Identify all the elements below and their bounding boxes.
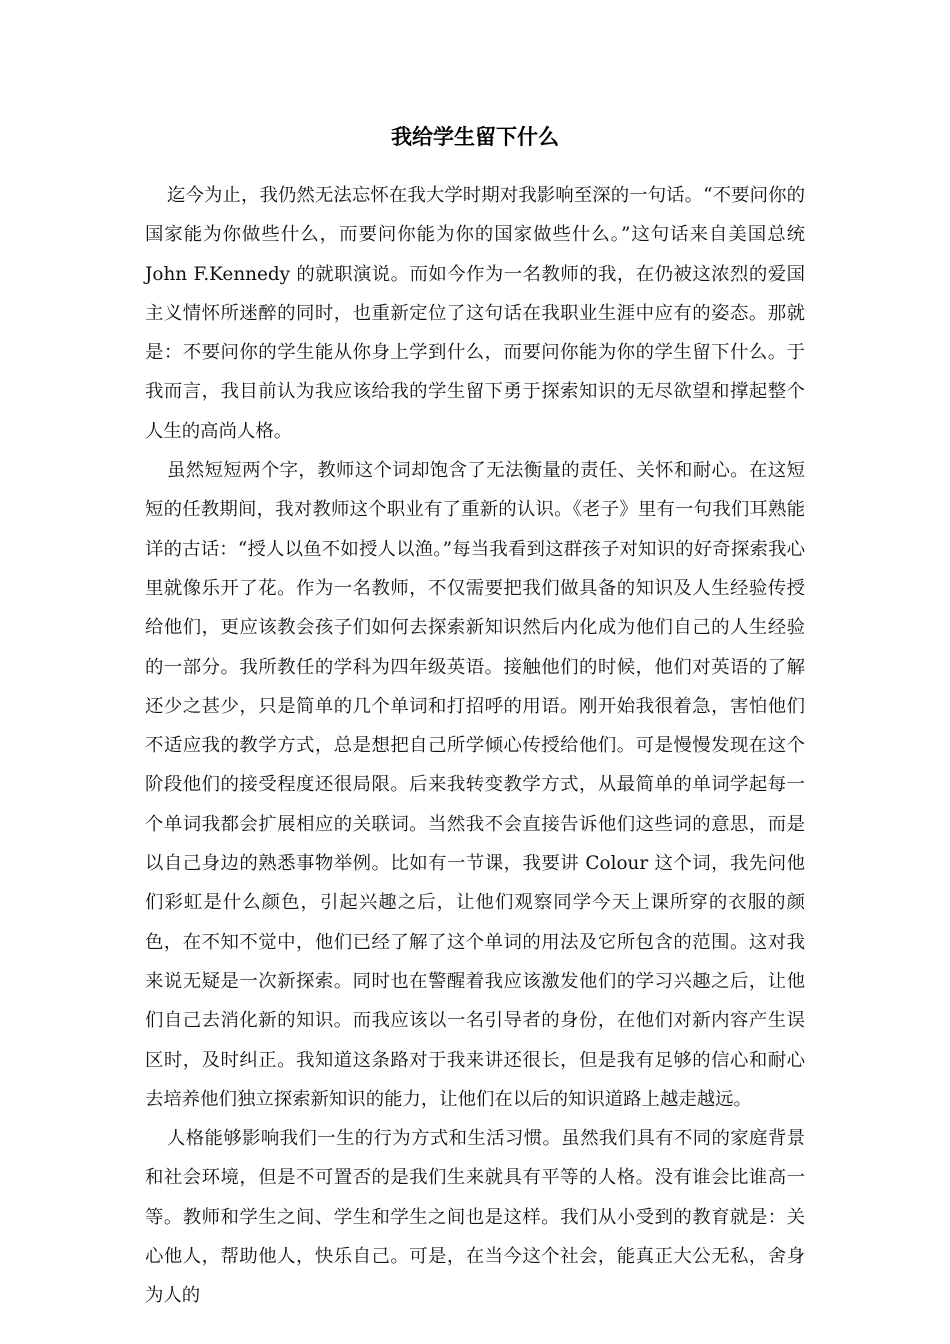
- document-title: 我给学生留下什么: [391, 124, 559, 149]
- document-body: [145, 176, 805, 1316]
- paragraph-2: 虽然短短两个字，教师这个词却饱含了无法衡量的责任、关怀和耐心。在这短短的任教期间，我对教师这个职业有了重新的认识。《老子》里有一句我们耳熟能详的古话：“授人以鱼不如授人以渔。”每当我看到这群孩子对知识的好奇探索我心里就像乐开了花。作为一名教师，不仅需要把我们做具备的知识及人生经验传授给他们，更应该教会孩子们如何去探索新知识然后内化成为他们自己的人生经验的一部分。我所教任的学科为四年级英语。接触他们的时候，他们对英语的了解还少之甚少，只是简单的几个单词和打招呼的用语。刚开始我很着急，害怕他们不适应我的教学方式，总是想把自己所学倾心传授给他们。可是慢慢发现在这个阶段他们的接受程度还很局限。后来我转变教学方式，从最简单的单词学起每一个单词我都会扩展相应的关联词。当然我不会直接告诉他们这些词的意思，而是以自己身边的熟悉事物举例。比如有一节课，我要讲 Colour 这个词，我先问他们彩虹是什么颜色，引起兴趣之后，让他们观察同学今天上课所穿的衣服的颜色，在不知不觉中，他们已经了解了这个单词的用法及它所包含的范围。这对我来说无疑是一次新探索。同时也在警醒着我应该激发他们的学习兴趣之后，让他们自己去消化新的知识。而我应该以一名引导者的身份，在他们对新内容产生误区时，及时纠正。我知道这条路对于我来讲还很长，但是我有足够的信心和耐心去培养他们独立探索新知识的能力，让他们在以后的知识道路上越走越远。: [145, 460, 805, 1110]
- paragraph-1: 迄今为止，我仍然无法忘怀在我大学时期对我影响至深的一句话。“不要问你的国家能为你做些什么，而要问你能为你的国家做些什么。”这句话来自美国总统 John F.Kennedy 的就职演说。而如今作为一名教师的我，在仍被这浓烈的爱国主义情怀所迷醉的同时，也重新定位了这句话在我职业生涯中应有的姿态。那就是：不要问你的学生能从你身上学到什么，而要问你能为你的学生留下什么。于我而言，我目前认为我应该给我的学生留下勇于探索知识的无尽欲望和撑起整个人生的高尚人格。: [145, 185, 805, 442]
- paragraph-3: 人格能够影响我们一生的行为方式和生活习惯。虽然我们具有不同的家庭背景和社会环境，但是不可置否的是我们生来就具有平等的人格。没有谁会比谁高一等。教师和学生之间、学生和学生之间也是这样。我们从小受到的教育就是：关心他人，帮助他人，快乐自己。可是，在当今这个社会，能真正大公无私，舍身为人的: [145, 1128, 805, 1307]
